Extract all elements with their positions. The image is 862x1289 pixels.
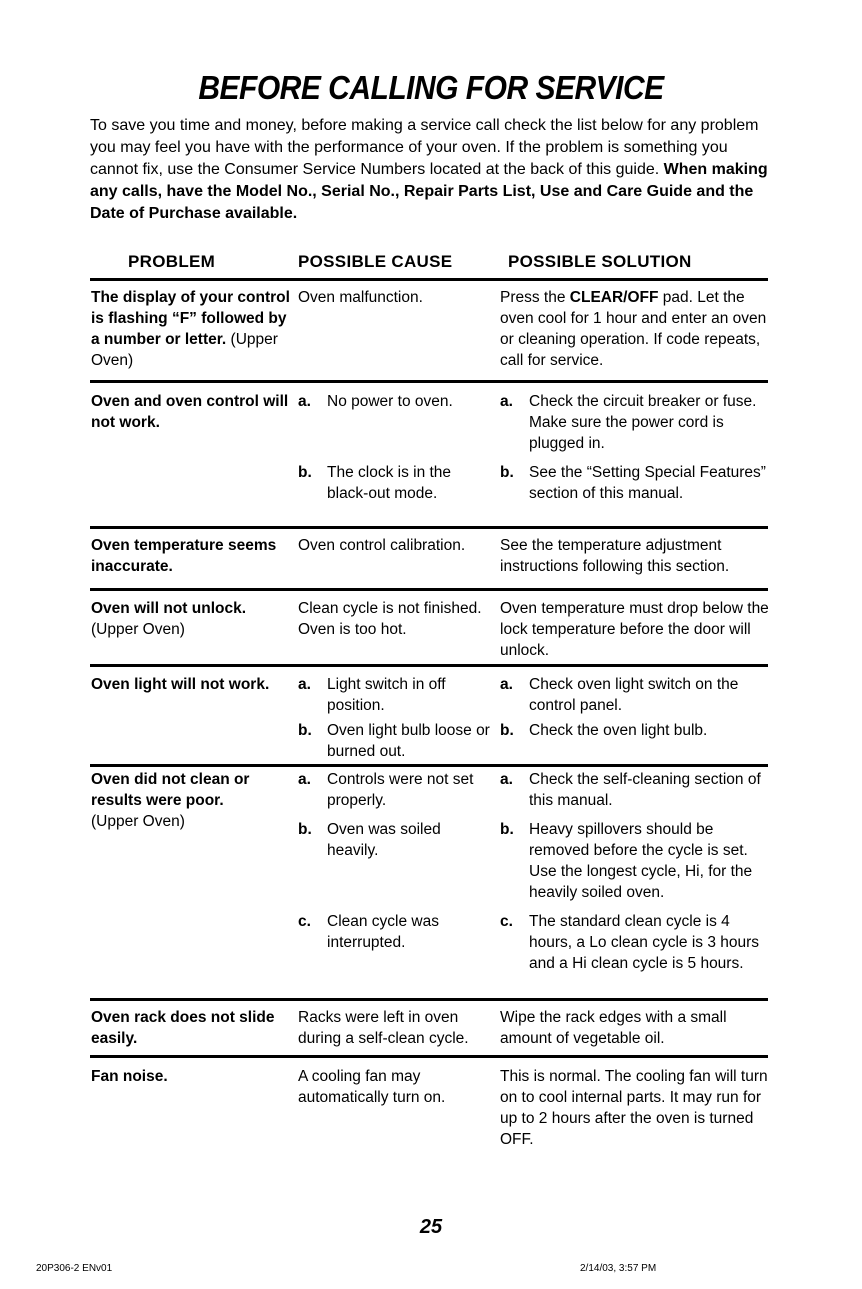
cause-cell: Oven malfunction.: [298, 289, 423, 306]
item-letter: a.: [298, 771, 311, 788]
page-number: 25: [419, 1216, 443, 1238]
header-problem: PROBLEM: [128, 252, 216, 271]
solution-cell: Wipe the rack edges with a small amount of vegetable oil.: [500, 1009, 727, 1047]
problem-cell: [91, 598, 291, 640]
problem-cell: Fan noise.: [91, 1068, 168, 1085]
item-letter: a.: [500, 393, 513, 410]
problem-cell: [91, 769, 291, 832]
solution-text: pad. Let the oven cool for 1 hour and enter an oven or cleaning operation. If code repeats, call for service.: [500, 289, 767, 369]
divider: [90, 380, 768, 383]
item-letter: c.: [500, 913, 513, 930]
list-item: [500, 674, 770, 716]
list-item: [298, 720, 493, 762]
solution-cell: See the temperature adjustment instructions following this section.: [500, 537, 730, 575]
divider: [90, 664, 768, 667]
list-item: [500, 769, 770, 811]
list-item: [298, 391, 493, 412]
problem-cell: Oven temperature seems inaccurate.: [91, 537, 277, 575]
item-letter: a.: [298, 676, 311, 693]
cause-text: Clean cycle was interrupted.: [327, 913, 439, 951]
list-item: [500, 462, 770, 504]
solution-text: The standard clean cycle is 4 hours, a Lo clean cycle is 3 hours and a Hi clean cycle is 5 hours.: [529, 913, 760, 972]
list-item: [500, 391, 770, 454]
solution-cell: [500, 769, 770, 974]
cause-text: Light switch in off position.: [327, 676, 446, 714]
solution-text: Check the self-cleaning section of this manual.: [529, 771, 761, 809]
list-item: [500, 720, 770, 741]
solution-cell: [500, 287, 770, 371]
item-letter: b.: [298, 464, 312, 481]
intro-bold-text: When making any calls, have the Model No., Serial No., Repair Parts List, Use and Care Guide and the Date of Purchase available.: [90, 161, 768, 222]
solution-cell: [500, 674, 770, 741]
list-item: [298, 674, 493, 716]
list-item: [298, 769, 493, 811]
problem-text: Oven will not unlock.: [91, 600, 247, 617]
item-letter: b.: [298, 821, 312, 838]
solution-cell: This is normal. The cooling fan will turn on to cool internal parts. It may run for up to 2 hours after the oven is turned OFF.: [500, 1068, 768, 1148]
divider: [90, 588, 768, 591]
list-item: [500, 911, 770, 974]
cause-text: Controls were not set properly.: [327, 771, 474, 809]
list-item: [298, 911, 493, 953]
cause-cell: [298, 391, 493, 504]
intro-text: To save you time and money, before making a service call check the list below for any problem you may feel you have with the performance of your oven. If the problem is something you cannot fix, use the Consumer Service Numbers located at the back of this guide.: [90, 117, 759, 178]
item-letter: a.: [500, 771, 513, 788]
problem-cell: Oven and oven control will not work.: [91, 393, 289, 431]
footer-document-code: 20P306-2 ENv01: [36, 1263, 113, 1274]
solution-cell: Oven temperature must drop below the lock temperature before the door will unlock.: [500, 600, 769, 659]
solution-text: Check the oven light bulb.: [529, 722, 708, 739]
solution-keyword: CLEAR/OFF: [569, 289, 659, 306]
cause-cell: [298, 674, 493, 762]
problem-note: (Upper Oven): [91, 813, 185, 830]
problem-cell: Oven light will not work.: [91, 676, 270, 693]
cause-text: No power to oven.: [327, 393, 453, 410]
cause-text: Oven light bulb loose or burned out.: [327, 722, 490, 760]
problem-note: (Upper Oven): [91, 621, 185, 638]
item-letter: a.: [500, 676, 513, 693]
page-title: BEFORE CALLING FOR SERVICE: [198, 70, 664, 107]
item-letter: b.: [500, 722, 514, 739]
cause-cell: Oven control calibration.: [298, 537, 466, 554]
problem-text: The display of your control is flashing “F” followed by a number or letter.: [91, 289, 290, 348]
footer-timestamp: 2/14/03, 3:57 PM: [580, 1263, 657, 1274]
list-item: [298, 819, 493, 861]
problem-note: (Upper Oven): [91, 331, 278, 369]
divider: [90, 278, 768, 281]
solution-text: Heavy spillovers should be removed before the cycle is set. Use the longest cycle, Hi, for the heavily soiled oven.: [529, 821, 753, 901]
cause-text: Oven was soiled heavily.: [327, 821, 441, 859]
list-item: [298, 462, 493, 504]
divider: [90, 998, 768, 1001]
header-possible-solution: POSSIBLE SOLUTION: [508, 252, 692, 271]
cause-cell: [298, 769, 493, 953]
item-letter: a.: [298, 393, 311, 410]
cause-cell: Clean cycle is not finished. Oven is too hot.: [298, 600, 482, 638]
solution-text: Press the: [500, 289, 570, 306]
cause-text: The clock is in the black-out mode.: [327, 464, 452, 502]
problem-cell: [91, 287, 291, 371]
item-letter: b.: [298, 722, 312, 739]
solution-cell: [500, 391, 770, 504]
header-possible-cause: POSSIBLE CAUSE: [298, 252, 453, 271]
list-item: [500, 819, 770, 903]
item-letter: c.: [298, 913, 311, 930]
cause-cell: A cooling fan may automatically turn on.: [298, 1068, 446, 1106]
item-letter: b.: [500, 821, 514, 838]
divider: [90, 764, 768, 767]
problem-cell: Oven rack does not slide easily.: [91, 1009, 275, 1047]
intro-paragraph: [90, 115, 780, 225]
solution-text: Check the circuit breaker or fuse. Make sure the power cord is plugged in.: [529, 393, 757, 452]
cause-cell: Racks were left in oven during a self-clean cycle.: [298, 1009, 469, 1047]
divider: [90, 1055, 768, 1058]
solution-text: See the “Setting Special Features” section of this manual.: [529, 464, 766, 502]
problem-text: Oven did not clean or results were poor.: [91, 771, 250, 809]
solution-text: Check oven light switch on the control panel.: [529, 676, 739, 714]
divider: [90, 526, 768, 529]
item-letter: b.: [500, 464, 514, 481]
